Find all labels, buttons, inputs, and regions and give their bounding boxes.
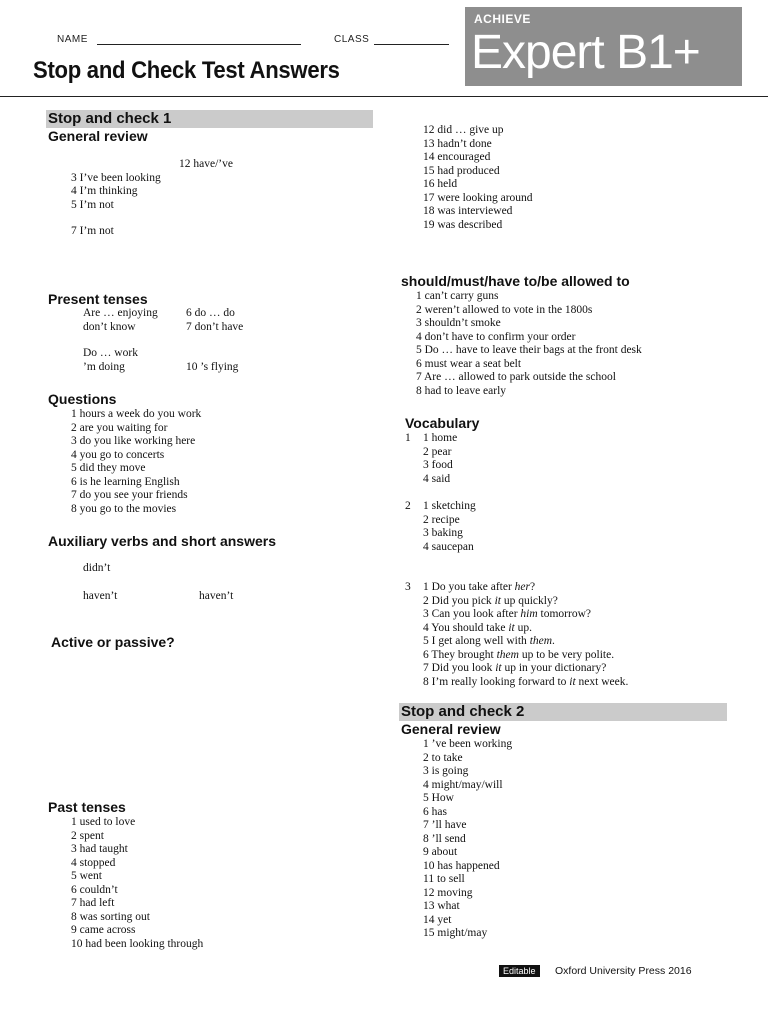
answer-text: 7 don’t have bbox=[186, 321, 244, 333]
list-item: 8 you go to the movies bbox=[71, 502, 177, 515]
list-item: 6 has bbox=[423, 805, 447, 818]
list-item: 2 are you waiting for bbox=[71, 421, 168, 434]
exercise-number: 3 bbox=[405, 581, 411, 593]
list-item: 7 Did you look it up in your dictionary? bbox=[423, 662, 607, 674]
list-item: 7 do you see your friends bbox=[71, 489, 188, 501]
vocab-group-2 bbox=[423, 500, 476, 554]
list-item: 1 can’t carry guns bbox=[416, 290, 499, 302]
list-item: 8 ’ll send bbox=[423, 832, 466, 845]
brand-main-text: Expert B1+ bbox=[471, 26, 700, 79]
answer-text: Do … work bbox=[83, 347, 138, 359]
list-item: 6 must wear a seat belt bbox=[416, 357, 522, 370]
answer-text: 10 ’s flying bbox=[186, 361, 239, 373]
general-review-2-list bbox=[423, 738, 512, 941]
list-item: 10 has happened bbox=[423, 859, 500, 872]
answer-text: haven’t bbox=[199, 590, 234, 602]
answer-text: ’m doing bbox=[83, 361, 125, 373]
list-item: 2 Did you pick it up quickly? bbox=[423, 594, 558, 607]
list-item: 4 might/may/will bbox=[423, 778, 503, 791]
brand-logo bbox=[465, 7, 742, 86]
list-item: 3 is going bbox=[423, 765, 469, 777]
modals-heading: should/must/have to/be allowed to bbox=[401, 273, 630, 289]
list-item: 9 about bbox=[423, 846, 458, 858]
list-item: 4 said bbox=[423, 472, 451, 485]
answer-text: 5 I’m not bbox=[71, 199, 114, 211]
list-item: 11 to sell bbox=[423, 873, 465, 885]
list-item: 3 shouldn’t smoke bbox=[416, 317, 501, 329]
answer-text: 4 I’m thinking bbox=[71, 185, 138, 197]
exercise-number: 2 bbox=[405, 500, 411, 512]
list-item: 5 went bbox=[71, 870, 102, 882]
vocab-group-3 bbox=[423, 581, 628, 689]
publisher-credit: Oxford University Press 2016 bbox=[555, 965, 692, 977]
list-item: 1 home bbox=[423, 432, 458, 444]
list-item: 13 what bbox=[423, 900, 460, 912]
list-item: 3 had taught bbox=[71, 843, 128, 855]
name-label: NAME bbox=[57, 34, 88, 45]
list-item: 8 was sorting out bbox=[71, 910, 150, 923]
list-item: 15 might/may bbox=[423, 927, 488, 939]
active-passive-heading: Active or passive? bbox=[51, 634, 175, 650]
vocab-group-1 bbox=[423, 432, 457, 486]
auxiliary-heading: Auxiliary verbs and short answers bbox=[48, 533, 276, 549]
list-item: 5 I get along well with them. bbox=[423, 635, 555, 647]
list-item: 2 recipe bbox=[423, 513, 460, 526]
list-item: 5 How bbox=[423, 792, 454, 804]
list-item: 2 pear bbox=[423, 445, 452, 458]
list-item: 12 moving bbox=[423, 886, 473, 899]
list-item: 18 was interviewed bbox=[423, 205, 513, 217]
list-item: 3 Can you look after him tomorrow? bbox=[423, 608, 592, 620]
list-item: 4 don’t have to confirm your order bbox=[416, 330, 576, 343]
vocabulary-heading: Vocabulary bbox=[405, 415, 480, 431]
list-item: 4 You should take it up. bbox=[423, 621, 532, 634]
list-item: 14 yet bbox=[423, 913, 452, 926]
continued-answers-list bbox=[423, 124, 533, 232]
list-item: 13 hadn’t done bbox=[423, 137, 492, 150]
list-item: 3 do you like working here bbox=[71, 435, 196, 447]
list-item: 1 hours a week do you work bbox=[71, 408, 202, 420]
answer-text: 6 do … do bbox=[186, 307, 235, 319]
list-item: 6 couldn’t bbox=[71, 883, 118, 896]
section-bar-label: Stop and check 1 bbox=[48, 110, 172, 127]
list-item: 15 had produced bbox=[423, 164, 500, 177]
class-label: CLASS bbox=[334, 34, 370, 45]
questions-list bbox=[71, 408, 201, 516]
general-review-2-heading: General review bbox=[401, 721, 501, 737]
list-item: 7 ’ll have bbox=[423, 819, 467, 831]
section-bar-label: Stop and check 2 bbox=[401, 703, 525, 720]
class-field-line[interactable] bbox=[374, 44, 449, 45]
list-item: 10 had been looking through bbox=[71, 937, 204, 950]
list-item: 1 used to love bbox=[71, 816, 136, 828]
list-item: 8 I’m really looking forward to it next week. bbox=[423, 675, 629, 688]
list-item: 3 food bbox=[423, 459, 453, 471]
header-divider bbox=[0, 96, 768, 97]
list-item: 6 They brought them up to be very polite. bbox=[423, 648, 615, 661]
past-tenses-heading: Past tenses bbox=[48, 799, 126, 815]
list-item: 4 you go to concerts bbox=[71, 448, 165, 461]
general-review-heading: General review bbox=[48, 128, 148, 144]
list-item: 1 Do you take after her? bbox=[423, 581, 536, 593]
answer-text: 3 I’ve been looking bbox=[71, 172, 161, 184]
answer-text: 7 I’m not bbox=[71, 225, 114, 237]
section-bar-stop-and-check-1 bbox=[46, 110, 373, 128]
exercise-number: 1 bbox=[405, 432, 411, 444]
answer-text: don’t know bbox=[83, 321, 136, 333]
questions-heading: Questions bbox=[48, 391, 117, 407]
list-item: 5 Do … have to leave their bags at the front desk bbox=[416, 344, 642, 356]
modals-list bbox=[416, 290, 642, 398]
name-field-line[interactable] bbox=[97, 44, 301, 45]
list-item: 7 had left bbox=[71, 897, 115, 909]
list-item: 2 to take bbox=[423, 751, 463, 764]
list-item: 1 sketching bbox=[423, 500, 476, 512]
present-tenses-heading: Present tenses bbox=[48, 291, 148, 307]
list-item: 17 were looking around bbox=[423, 191, 533, 204]
list-item: 3 baking bbox=[423, 527, 463, 539]
answer-text: haven’t bbox=[83, 590, 118, 602]
list-item: 4 stopped bbox=[71, 856, 116, 869]
answer-text: Are … enjoying bbox=[83, 307, 158, 319]
list-item: 1 ’ve been working bbox=[423, 738, 513, 750]
list-item: 14 encouraged bbox=[423, 151, 491, 163]
list-item: 19 was described bbox=[423, 218, 503, 231]
editable-badge: Editable bbox=[499, 965, 540, 977]
section-bar-stop-and-check-2 bbox=[399, 703, 727, 721]
list-item: 16 held bbox=[423, 178, 458, 190]
list-item: 2 spent bbox=[71, 829, 104, 842]
list-item: 4 saucepan bbox=[423, 540, 474, 553]
answer-text: didn’t bbox=[83, 562, 111, 574]
list-item: 9 came across bbox=[71, 924, 136, 936]
list-item: 7 Are … allowed to park outside the school bbox=[416, 371, 616, 383]
past-tenses-list bbox=[71, 816, 203, 951]
brand-top-text: ACHIEVE bbox=[474, 12, 531, 26]
answer-text: 12 have/’ve bbox=[179, 158, 233, 170]
page-title: Stop and Check Test Answers bbox=[33, 57, 340, 84]
list-item: 6 is he learning English bbox=[71, 475, 180, 488]
list-item: 12 did … give up bbox=[423, 124, 504, 136]
list-item: 8 had to leave early bbox=[416, 384, 507, 397]
list-item: 5 did they move bbox=[71, 462, 146, 474]
list-item: 2 weren’t allowed to vote in the 1800s bbox=[416, 303, 593, 316]
